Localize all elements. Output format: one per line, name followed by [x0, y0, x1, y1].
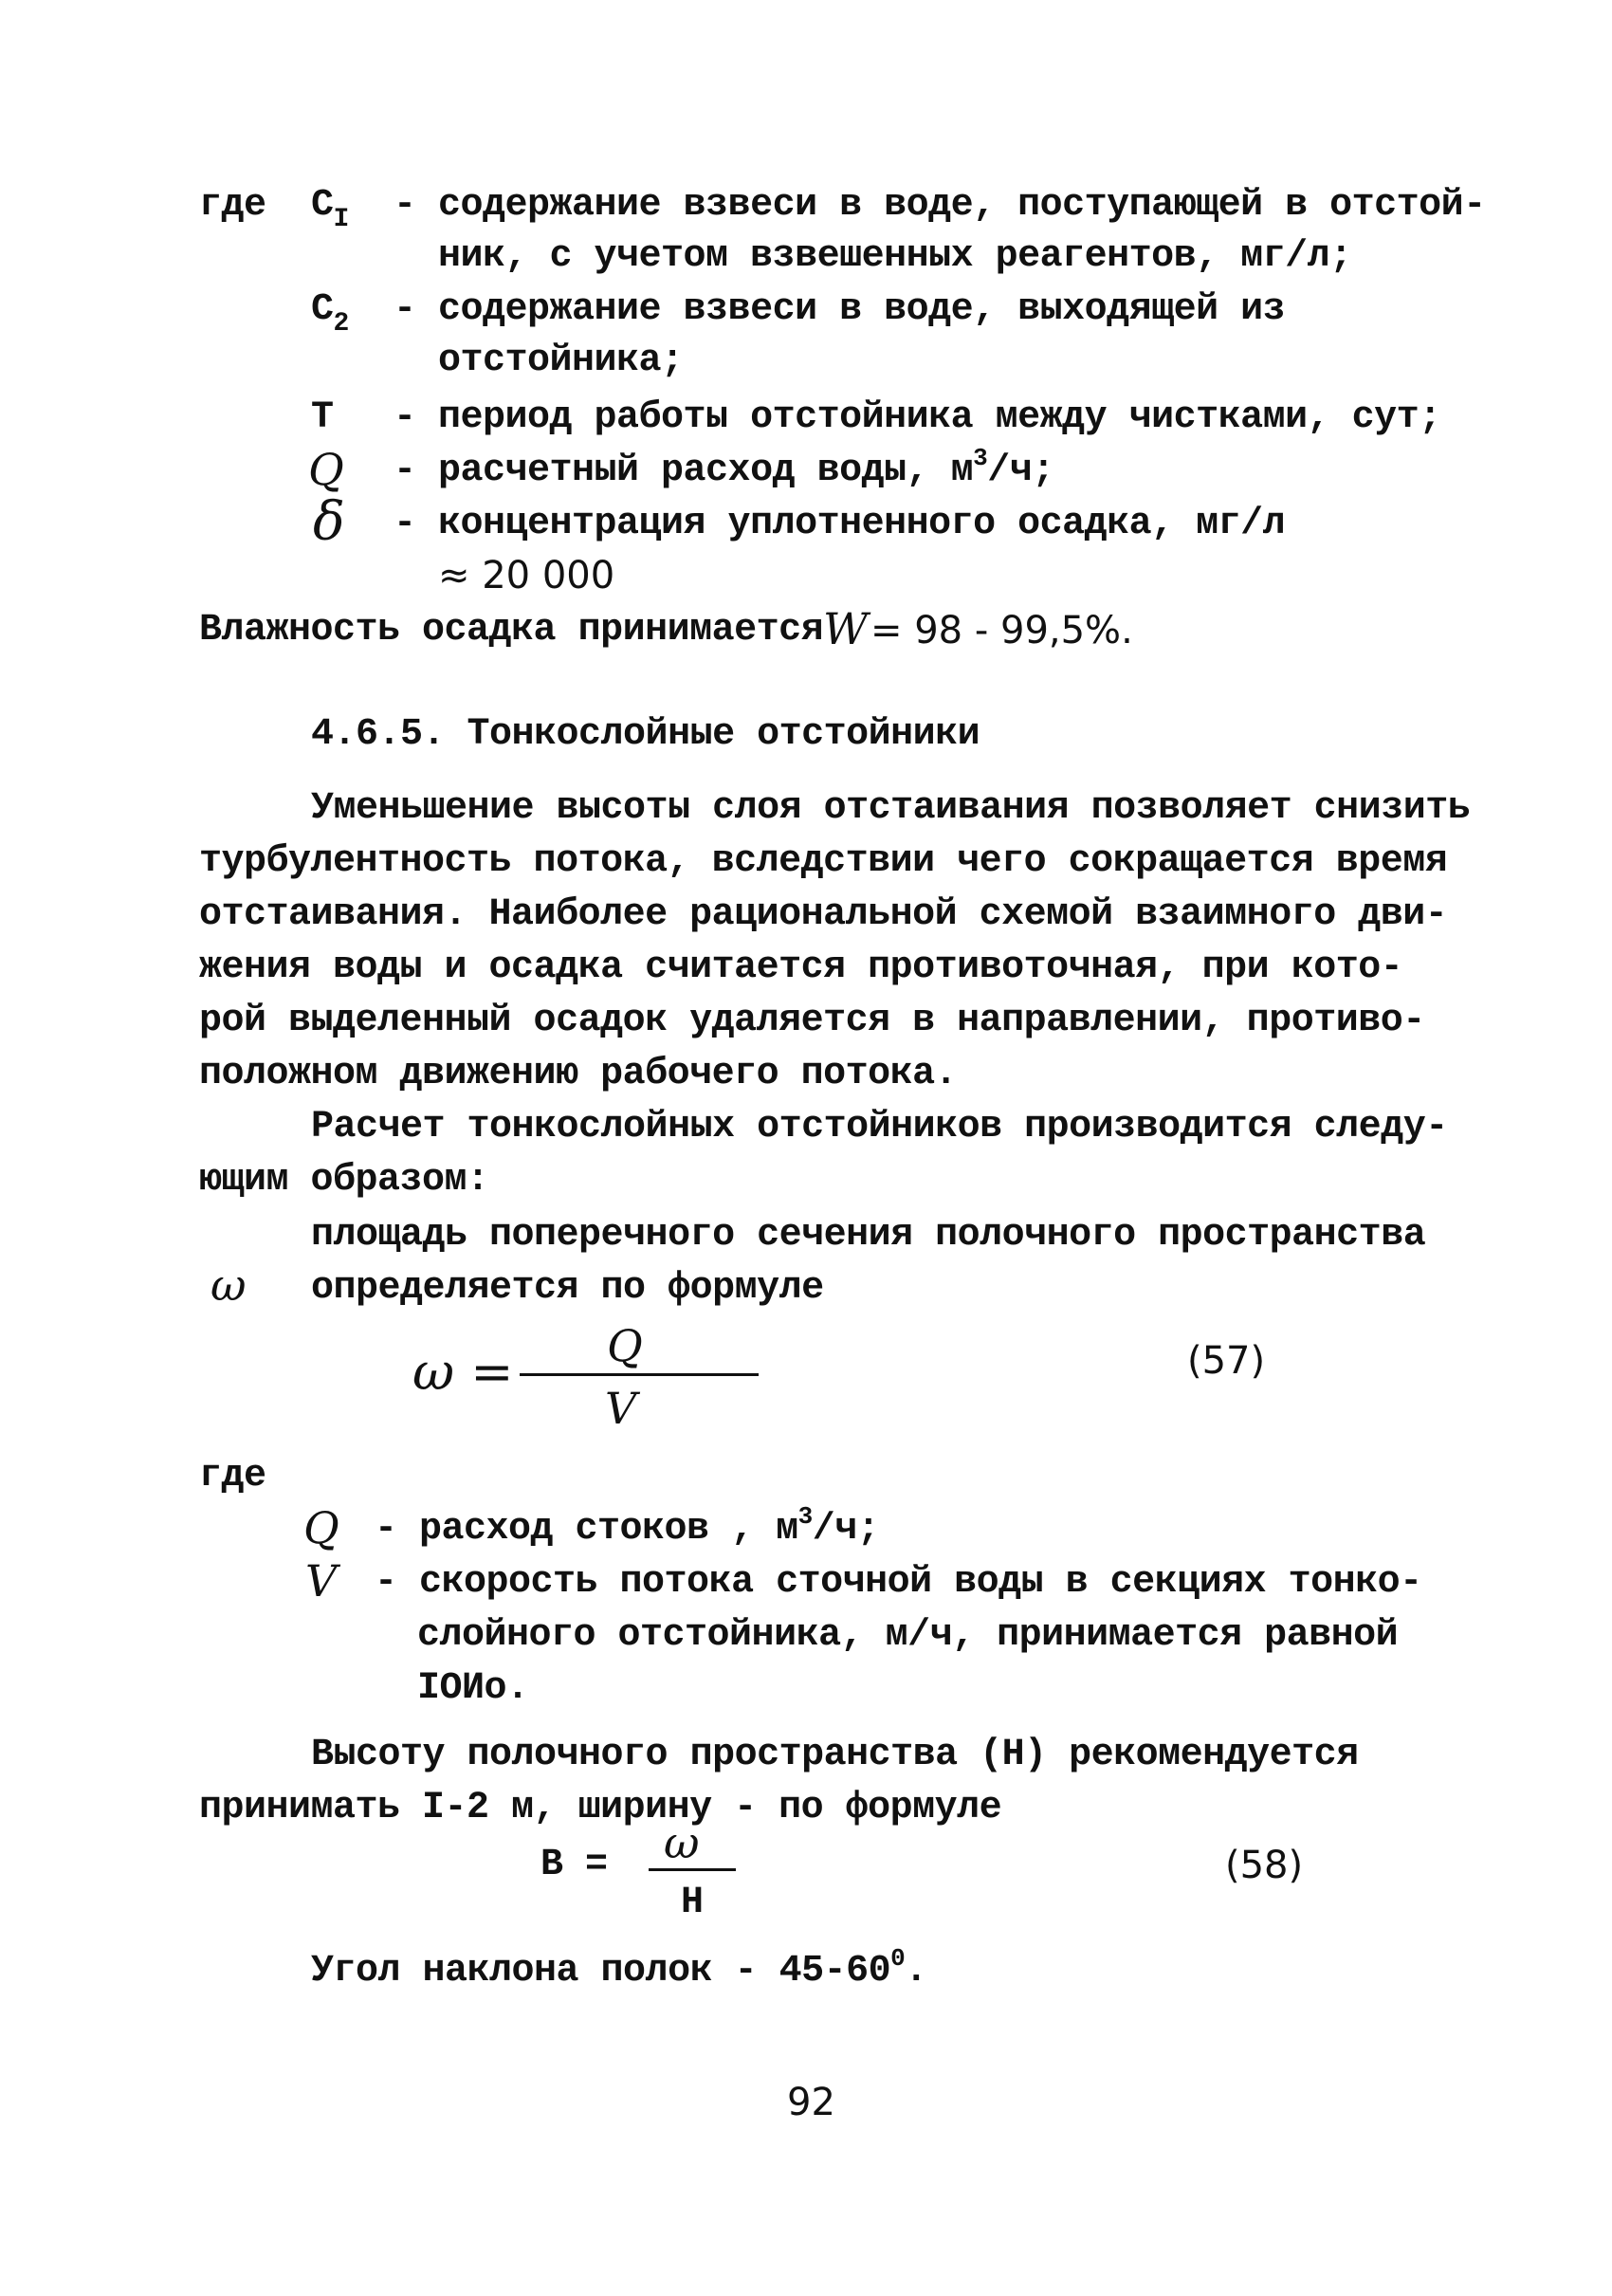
para3-line1: площадь поперечного сечения полочного пространства	[311, 1214, 1426, 1257]
angle-text: Угол наклона полок - $45-60^0$.	[311, 1944, 927, 1993]
para2-line2: ющим образом:	[199, 1159, 489, 1202]
para2-line1: Расчет тонкослойных отстойников производится следу-	[311, 1106, 1448, 1148]
c2-definition-line2: отстойника;	[438, 340, 684, 382]
para4-line1: Высоту полочного пространства (H) рекомендуется	[311, 1734, 1359, 1776]
symbol-c1: $C_I$	[311, 184, 349, 234]
formula57-numerator: Q	[607, 1320, 643, 1371]
c1-definition-line1: - содержание взвеси в воде, поступающей в отстой-	[394, 184, 1486, 227]
q-definition: - расчетный расход воды, $м^3/ч$;	[394, 444, 1054, 492]
delta-definition-line1: - концентрация уплотненного осадка, мг/л	[394, 503, 1286, 545]
formula57-fraction-bar	[520, 1373, 759, 1376]
symbol-q2: Q	[303, 1502, 339, 1553]
para1-line6: положном движению рабочего потока.	[199, 1053, 958, 1095]
v-definition-line1: - скорость потока сточной воды в секциях тонко-	[375, 1561, 1422, 1604]
symbol-t: T	[311, 396, 334, 439]
formula57-lhs: ω =	[412, 1342, 514, 1402]
symbol-v: V	[305, 1555, 338, 1607]
where-label-2: где	[199, 1455, 266, 1497]
formula57-number: (57)	[1187, 1339, 1266, 1383]
para1-line3: отстаивания. Наиболее рациональной схемой взаимного дви-	[199, 893, 1448, 936]
para3-line2: определяется по формуле	[311, 1267, 824, 1310]
formula58-denominator: H	[681, 1882, 704, 1924]
omega-symbol: ω	[211, 1259, 247, 1311]
formula58-number: (58)	[1225, 1844, 1304, 1887]
formula58-fraction-bar	[649, 1868, 736, 1871]
formula58-numerator: ω	[664, 1817, 700, 1868]
symbol-w: W	[823, 603, 869, 654]
humidity-value: = 98 - 99,5%.	[870, 609, 1133, 652]
page-number: 92	[787, 2081, 835, 2124]
symbol-q: Q	[308, 444, 344, 495]
symbol-c2: $C_2$	[311, 288, 349, 339]
symbol-delta: δ	[313, 491, 345, 553]
section-title: 4.6.5. Тонкослойные отстойники	[311, 713, 980, 756]
delta-definition-line2: ≈ 20 000	[438, 554, 615, 597]
v-definition-line2: слойного отстойника, м/ч, принимается равной	[417, 1614, 1399, 1657]
c1-definition-line2: ник, с учетом взвешенных реагентов, мг/л;	[438, 235, 1352, 278]
para1-line2: турбулентность потока, вследствии чего сокращается время	[199, 840, 1448, 883]
para4-line2: принимать I-2 м, ширину - по формуле	[199, 1787, 1002, 1829]
v-definition-line3: IOИо.	[417, 1667, 529, 1710]
where-label-1: где	[199, 184, 266, 227]
formula58-lhs: B =	[540, 1844, 608, 1886]
q2-definition: - расход стоков , $м^3/ч$;	[375, 1502, 880, 1551]
t-definition: - период работы отстойника между чистками, сут;	[394, 396, 1441, 439]
para1-line1: Уменьшение высоты слоя отстаивания позволяет снизить	[311, 787, 1471, 830]
para1-line4: жения воды и осадка считается противоточная, при кото-	[199, 946, 1403, 989]
formula57-denominator: V	[605, 1383, 637, 1434]
humidity-text: Влажность осадка принимается	[199, 609, 824, 652]
para1-line5: рой выделенный осадок удаляется в направлении, противо-	[199, 1000, 1425, 1042]
c2-definition-line1: - содержание взвеси в воде, выходящей из	[394, 288, 1286, 331]
